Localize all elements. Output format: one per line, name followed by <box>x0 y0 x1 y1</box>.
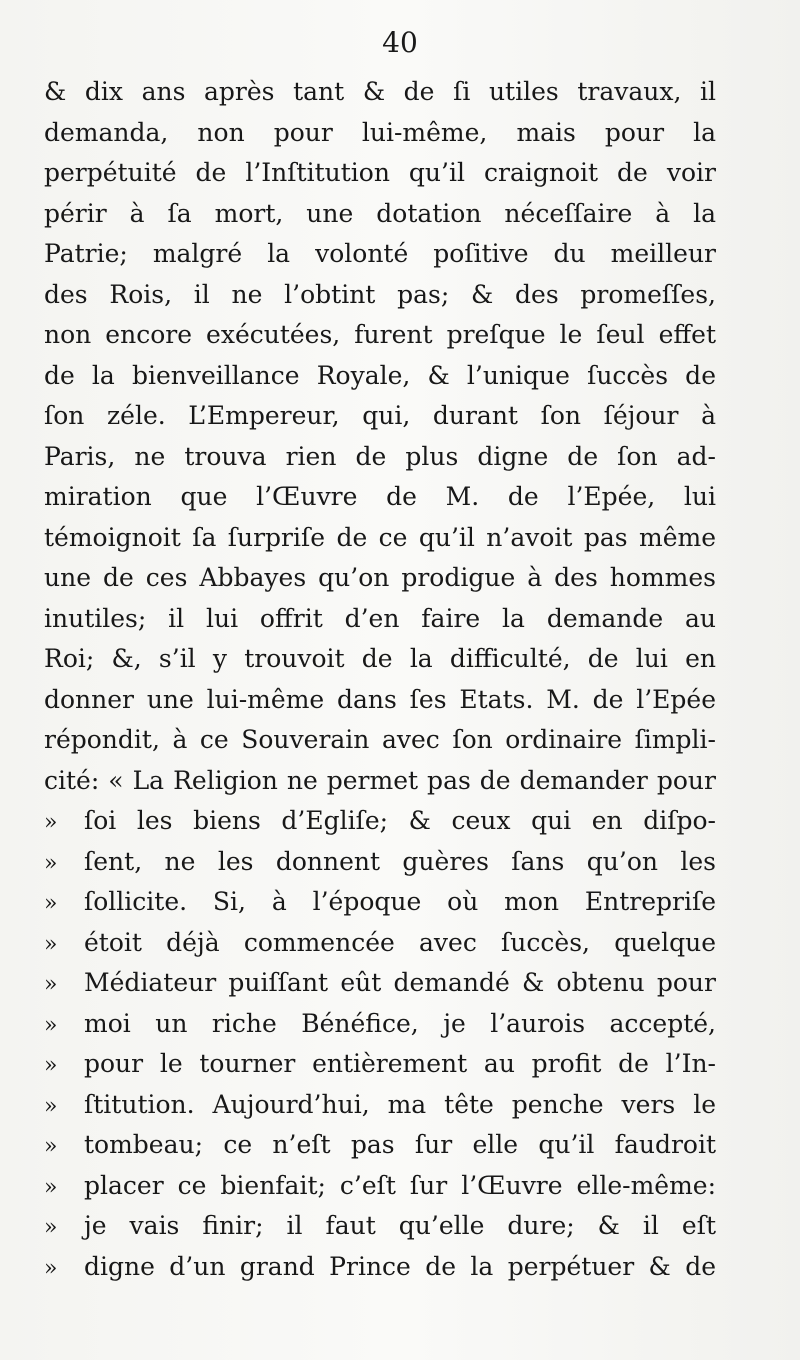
text-line <box>44 680 716 721</box>
line-text: perpétuité de l’Inſtitution qu’il craignoit de voir <box>44 158 716 187</box>
text-line <box>44 1247 716 1288</box>
line-text: cité: « La Religion ne permet pas de demander pour <box>44 765 716 795</box>
text-line <box>44 518 716 559</box>
line-text: je vais finir; il faut qu’elle dure; & il eſt <box>84 1211 716 1240</box>
line-text: ſon zéle. L’Empereur, qui, durant ſon ſéjour à <box>44 401 716 430</box>
line-text: non encore exécutées, furent preſque le ſeul effet <box>44 320 716 349</box>
line-text: périr à ſa mort, une dotation néceſſaire à la <box>44 198 716 228</box>
quote-mark: » <box>44 972 58 997</box>
text-line <box>44 437 716 478</box>
text-line <box>44 963 716 1004</box>
line-text: Médiateur puiſſant eût demandé & obtenu pour <box>84 968 716 997</box>
text-line <box>44 234 716 275</box>
text-line <box>44 1004 716 1045</box>
quote-mark: » <box>44 931 58 957</box>
text-line <box>44 923 716 964</box>
quote-mark: » <box>44 1093 58 1119</box>
text-line <box>44 356 716 397</box>
quote-mark: » <box>44 810 58 835</box>
line-text: placer ce bienfait; c’eſt ſur l’Œuvre elle-même: <box>84 1170 716 1200</box>
line-text: demanda, non pour lui-même, mais pour la <box>44 117 716 147</box>
text-line <box>44 72 716 113</box>
text-line <box>44 1125 716 1166</box>
line-text: digne d’un grand Prince de la perpétuer & de <box>84 1251 716 1281</box>
quote-mark: » <box>44 891 58 916</box>
text-line <box>44 1166 716 1207</box>
line-text: une de ces Abbayes qu’on prodigue à des hommes <box>44 563 716 592</box>
line-text: inutiles; il lui offrit d’en faire la demande au <box>44 603 716 633</box>
text-line <box>44 599 716 640</box>
line-text: Roi; &, s’il y trouvoit de la difficulté, de lui en <box>44 644 716 673</box>
line-text: de la bienveillance Royale, & l’unique ſuccès de <box>44 360 716 390</box>
text-line <box>44 1206 716 1247</box>
line-text: miration que l’Œuvre de M. de l’Epée, lui <box>44 482 716 511</box>
line-text: étoit déjà commencée avec ſuccès, quelque <box>84 927 716 957</box>
quote-mark: » <box>44 1174 58 1200</box>
text-line <box>44 639 716 680</box>
page-number: 40 <box>382 26 418 59</box>
text-line <box>44 194 716 235</box>
line-text: ſtitution. Aujourd’hui, ma tête penche vers le <box>84 1089 716 1119</box>
line-text: donner une lui-même dans ſes Etats. M. de l’Epée <box>44 684 716 714</box>
text-line <box>44 477 716 518</box>
text-line <box>44 882 716 923</box>
text-line <box>44 720 716 761</box>
quote-mark: » <box>44 1215 58 1240</box>
line-text: Paris, ne trouva rien de plus digne de ſon ad- <box>44 441 716 471</box>
text-line <box>44 801 716 842</box>
line-text: des Rois, il ne l’obtint pas; & des promeſſes, <box>44 279 716 309</box>
text-line <box>44 761 716 802</box>
line-text: moi un riche Bénéfice, je l’aurois accepté, <box>84 1008 716 1038</box>
quote-mark: » <box>44 1255 58 1281</box>
line-text: ſollicite. Si, à l’époque où mon Entrepriſe <box>84 887 716 916</box>
text-line <box>44 558 716 599</box>
text-line <box>44 1044 716 1085</box>
text-line <box>44 315 716 356</box>
body-text <box>44 72 716 1287</box>
line-text: ſoi les biens d’Egliſe; & ceux qui en diſpo- <box>84 806 716 835</box>
line-text: ſent, ne les donnent guères ſans qu’on les <box>84 846 716 876</box>
text-line <box>44 275 716 316</box>
line-text: témoignoit ſa ſurpriſe de ce qu’il n’avoit pas même <box>44 522 716 552</box>
quote-mark: » <box>44 850 58 876</box>
line-text: pour le tourner entièrement au profit de l’In- <box>84 1049 716 1078</box>
quote-mark: » <box>44 1053 58 1078</box>
quote-mark: » <box>44 1134 58 1159</box>
quote-mark: » <box>44 1012 58 1038</box>
text-line <box>44 113 716 154</box>
line-text: tombeau; ce n’eſt pas ſur elle qu’il faudroit <box>84 1130 716 1159</box>
text-line <box>44 153 716 194</box>
line-text: Patrie; malgré la volonté poſitive du meilleur <box>44 239 716 268</box>
text-line <box>44 1085 716 1126</box>
line-text: répondit, à ce Souverain avec ſon ordinaire ſimpli- <box>44 725 716 754</box>
text-line <box>44 396 716 437</box>
text-line <box>44 842 716 883</box>
line-text: & dix ans après tant & de ſi utiles travaux, il <box>44 77 716 106</box>
